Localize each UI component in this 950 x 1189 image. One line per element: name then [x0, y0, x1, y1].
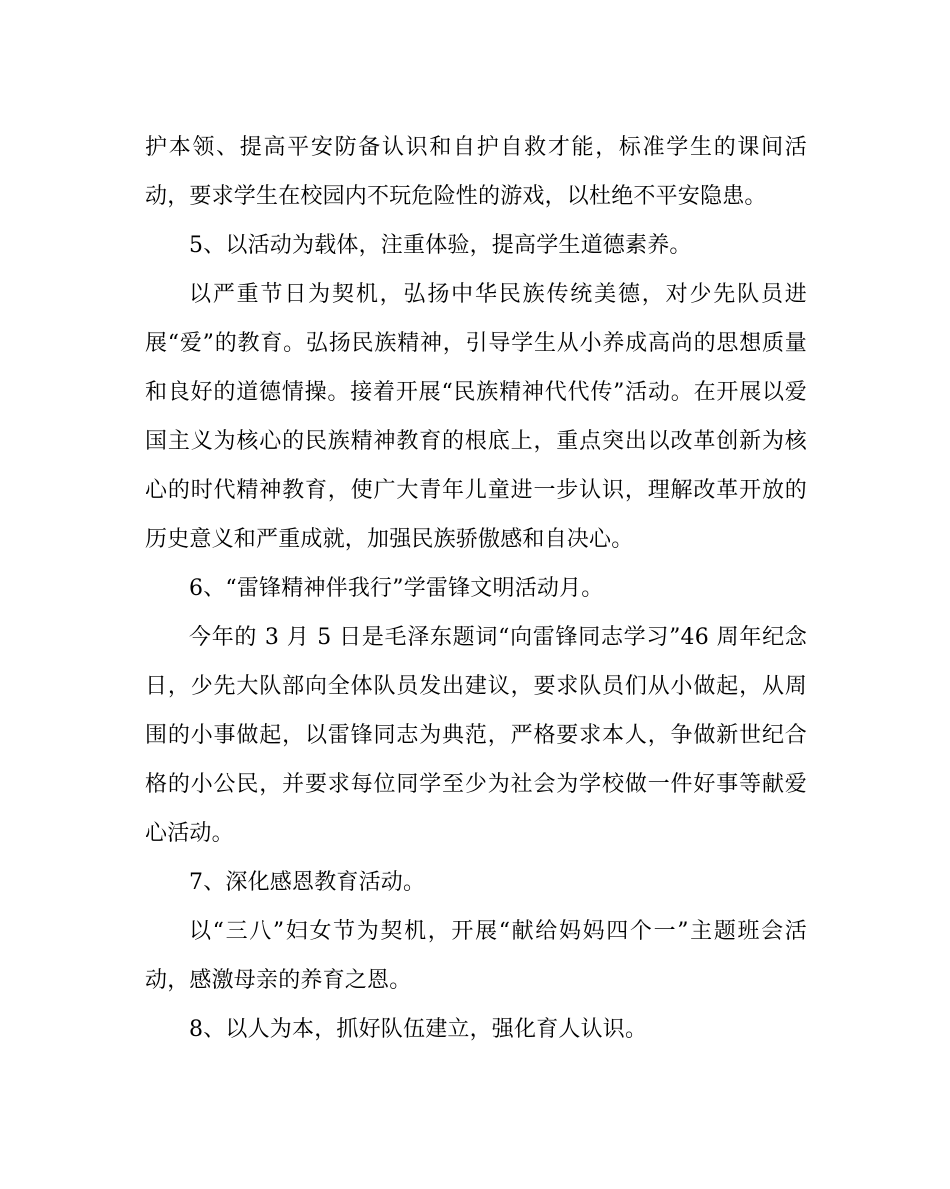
paragraph-lei-feng: 今年的 3 月 5 日是毛泽东题词“向雷锋同志学习”46 周年纪念日，少先大队部向全体队员发出建议，要求队员们从小做起，从周围的小事做起，以雷锋同志为典范，严格要求本人，争做新世纪合格的小公民，并要求每位同学至少为社会为学校做一件好事等献爱心活动。 — [145, 625, 807, 846]
paragraph-patriotic-education: 以严重节日为契机，弘扬中华民族传统美德，对少先队员进展“爱”的教育。弘扬民族精神，引导学生从小养成高尚的思想质量和良好的道德情操。接着开展“民族精神代代传”活动。在开展以爱国主义为核心的民族精神教育的根底上，重点突出以改革创新为核心的时代精神教育，使广大青年儿童进一步认识，理解改革开放的历史意义和严重成就，加强民族骄傲感和自决心。 — [145, 282, 807, 552]
heading-item-8: 8、以人为本，抓好队伍建立，强化育人认识。 — [189, 1017, 648, 1042]
heading-item-5: 5、以活动为载体，注重体验，提高学生道德素养。 — [189, 233, 692, 258]
heading-item-6: 6、“雷锋精神伴我行”学雷锋文明活动月。 — [189, 576, 604, 601]
paragraph-safety-continuation: 护本领、提高平安防备认识和自护自救才能，标准学生的课间活动，要求学生在校园内不玩危险性的游戏，以杜绝不平安隐患。 — [145, 135, 807, 209]
paragraph-gratitude: 以“三八”妇女节为契机，开展“献给妈妈四个一”主题班会活动，感激母亲的养育之恩。 — [145, 919, 807, 993]
document-body — [145, 123, 807, 1054]
heading-item-7: 7、深化感恩教育活动。 — [189, 870, 426, 895]
